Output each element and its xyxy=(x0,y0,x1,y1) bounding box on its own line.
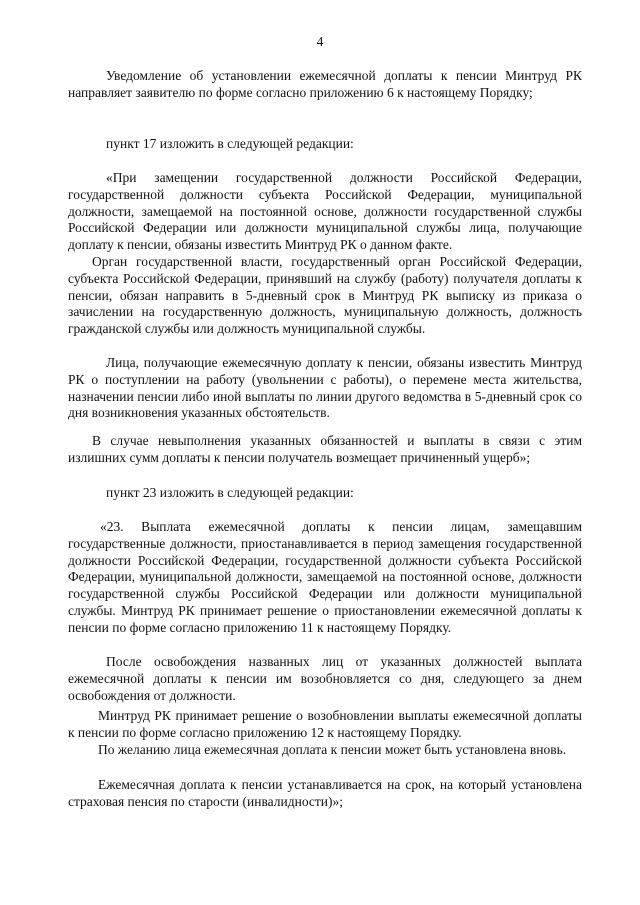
paragraph-item-23-part-3: Минтруд РК принимает решение о возобновлении выплаты ежемесячной доплаты к пенсии по форме согласно приложению 12 к настоящему Порядку. xyxy=(68,708,582,740)
page-number: 4 xyxy=(316,34,324,49)
paragraph-item-17-heading: пункт 17 изложить в следующей редакции: xyxy=(106,136,354,151)
paragraph-item-23-part-4: По желанию лица ежемесячная доплата к пенсии может быть установлена вновь. xyxy=(98,742,567,757)
paragraph-item-17-part-4: В случае невыполнения указанных обязанностей и выплаты в связи с этим излишних сумм доплаты к пенсии получатель возмещает причиненный ущерб»; xyxy=(68,433,582,465)
paragraph-item-23-part-1: «23. Выплата ежемесячной доплаты к пенсии лицам, замещавшим государственные должности, приостанавливается в период замещения государственной должности Российской Федерации, государственной должности субъекта Российской Федерации, муниципальной должности, замещаемой на постоянной основе, должности государственной службы Российской Федерации или должности муниципальной службы. Минтруд РК принимает решение о приостановлении ежемесячной доплаты к пенсии по форме согласно приложению 11 к настоящему Порядку. xyxy=(68,519,582,635)
paragraph-item-23-part-2: После освобождения названных лиц от указанных должностей выплата ежемесячной доплаты к пенсии им возобновляется со дня, следующего за днем освобождения от должности. xyxy=(68,654,582,703)
paragraph-item-17-part-1: «При замещении государственной должности Российской Федерации, государственной должности субъекта Российской Федерации, муниципальной должности, замещаемой на постоянной основе, должности государственной службы Российской Федерации или должности муниципальной службы лица, получающие доплату к пенсии, обязаны известить Минтруд РК о данном факте. xyxy=(68,170,582,253)
paragraph-notification: Уведомление об установлении ежемесячной доплаты к пенсии Минтруд РК направляет заявителю по форме согласно приложению 6 к настоящему Порядку; xyxy=(68,68,582,100)
paragraph-item-23-heading: пункт 23 изложить в следующей редакции: xyxy=(106,485,354,500)
paragraph-item-17-part-3: Лица, получающие ежемесячную доплату к пенсии, обязаны известить Минтруд РК о поступлении на работу (увольнении с работы), о перемене места жительства, назначении пенсии либо иной выплаты по линии другого ведомства в 5-дневный срок со дня возникновения указанных обстоятельств. xyxy=(68,355,582,421)
paragraph-item-17-part-2: Орган государственной власти, государственный орган Российской Федерации, субъекта Российской Федерации, принявший на службу (работу) получателя доплаты к пенсии, обязан направить в 5-дневный срок в Минтруд РК выписку из приказа о зачислении на государственную должность, муниципальную должность, должность гражданской службы или должность муниципальной службы. xyxy=(68,254,582,337)
paragraph-item-23-part-5: Ежемесячная доплата к пенсии устанавливается на срок, на который установлена страховая пенсия по старости (инвалидности)»; xyxy=(68,777,582,809)
